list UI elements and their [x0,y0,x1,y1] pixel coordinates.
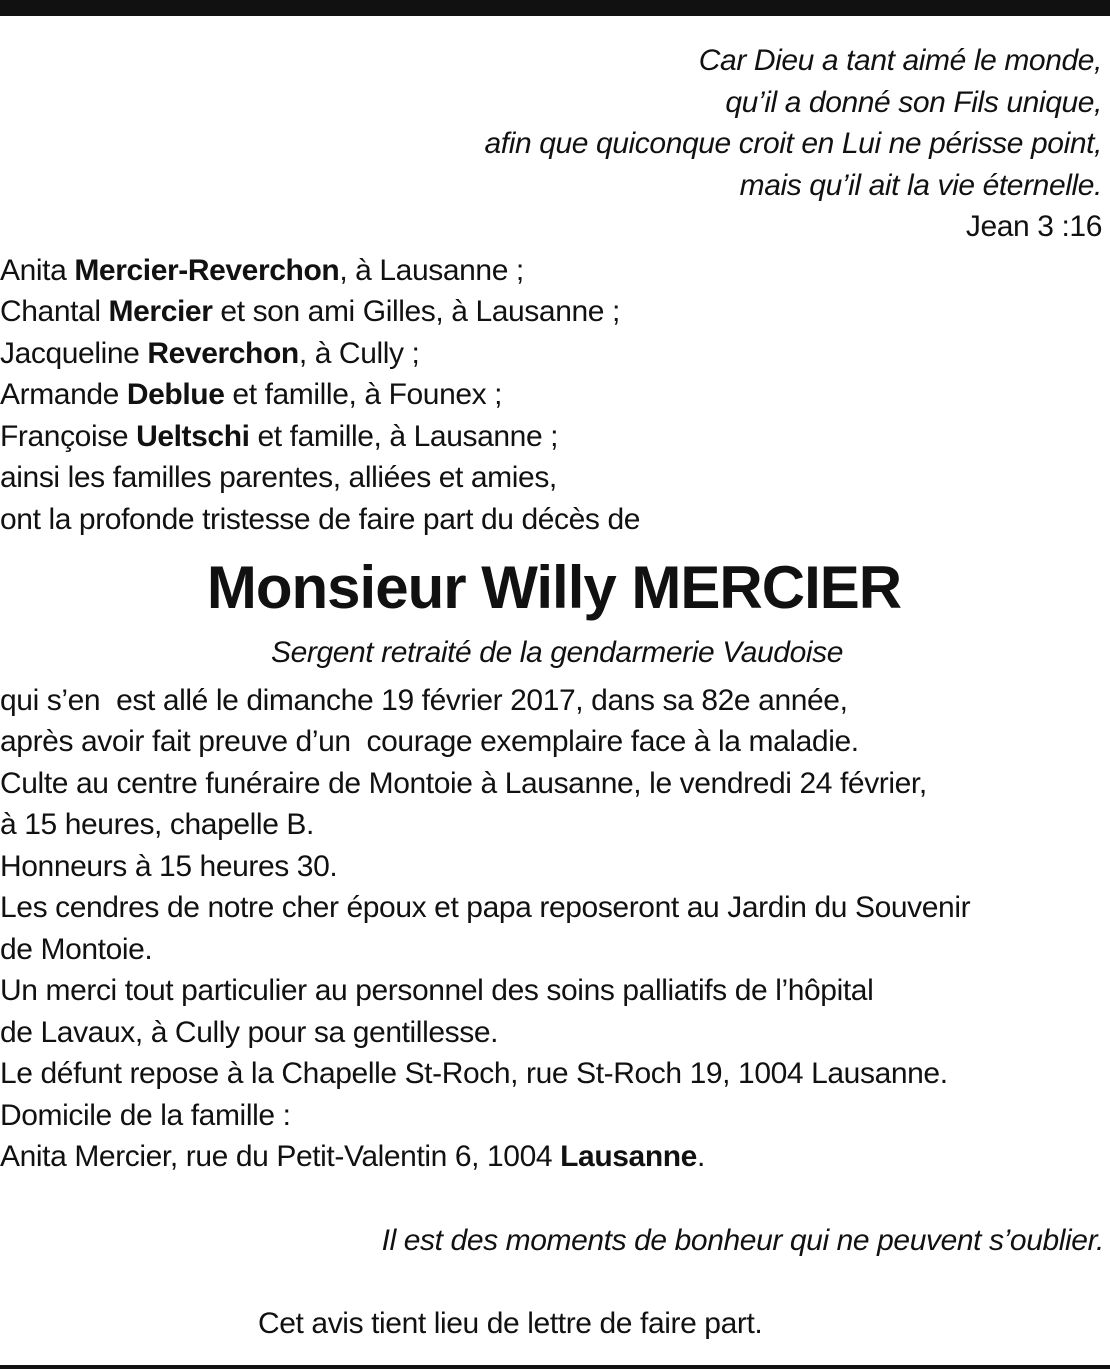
address-text: Anita Mercier, rue du Petit-Valentin 6, 1004 [0,1140,561,1173]
closing-quote: Il est des moments de bonheur qui ne peuvent s’oublier. [381,1223,1104,1257]
member-last-name: Reverchon [147,336,299,370]
body-line: Culte au centre funéraire de Montoie à Lausanne, le vendredi 24 février, [0,766,927,800]
family-member [0,416,1104,458]
member-last-name: Mercier [108,295,213,328]
member-last-name: Mercier-Reverchon [74,253,340,287]
member-first-name: Chantal [0,295,109,328]
family-member [0,250,1104,292]
obituary-notice [0,40,1104,1345]
body-line: de Lavaux, à Cully pour sa gentillesse. [0,1015,499,1049]
family-member [0,291,1104,333]
bottom-rule [0,1365,1110,1369]
verse-line: Car Dieu a tant aimé le monde, [698,44,1102,77]
family-member [0,333,1104,375]
member-details: et famille, à Lausanne ; [249,419,559,453]
member-first-name: Françoise [0,419,137,453]
verse-line: mais qu’il ait la vie éternelle. [739,168,1102,202]
body-line: Un merci tout particulier au personnel des soins palliatifs de l’hôpital [0,974,874,1007]
family-tail-line: ainsi les familles parentes, alliées et amies, [0,461,557,494]
family-list [0,250,1104,541]
address-city: Lausanne [560,1140,697,1173]
member-details: et famille, à Founex ; [224,378,503,411]
verse-line: qu’il a donné son Fils unique, [725,85,1102,119]
notice-footer: Cet avis tient lieu de lettre de faire part. [258,1307,763,1340]
member-first-name: Jacqueline [0,336,148,370]
body-line: de Montoie. [0,932,153,966]
body-line: Le défunt repose à la Chapelle St-Roch, rue St-Roch 19, 1004 Lausanne. [0,1057,948,1090]
bible-verse [0,40,1104,248]
member-details: , à Cully ; [298,336,420,370]
member-details: , à Lausanne ; [339,253,524,287]
family-tail-line: ont la profonde tristesse de faire part du décès de [0,502,641,536]
member-first-name: Armande [0,378,127,411]
family-member [0,374,1104,416]
body-line: après avoir fait preuve d’un courage exemplaire face à la maladie. [0,725,859,758]
notice-body [0,680,1104,1178]
address-end: . [696,1140,705,1173]
body-line: à 15 heures, chapelle B. [0,808,314,841]
body-line: Les cendres de notre cher époux et papa reposeront au Jardin du Souvenir [0,891,971,924]
deceased-title: Sergent retraité de la gendarmerie Vaudoise [270,636,844,669]
verse-line: afin que quiconque croit en Lui ne périsse point, [484,127,1102,160]
deceased-name: Monsieur Willy MERCIER [206,554,902,621]
member-details: et son ami Gilles, à Lausanne ; [212,295,620,328]
top-rule [0,0,1110,16]
member-first-name: Anita [0,253,75,287]
body-line: Domicile de la famille : [0,1098,291,1132]
body-line: qui s’en est allé le dimanche 19 février 2017, dans sa 82e année, [0,683,848,717]
body-line: Honneurs à 15 heures 30. [0,849,338,883]
family-address [0,1136,1104,1178]
member-last-name: Ueltschi [136,419,250,453]
member-last-name: Deblue [126,378,225,411]
verse-reference: Jean 3 :16 [965,210,1102,243]
